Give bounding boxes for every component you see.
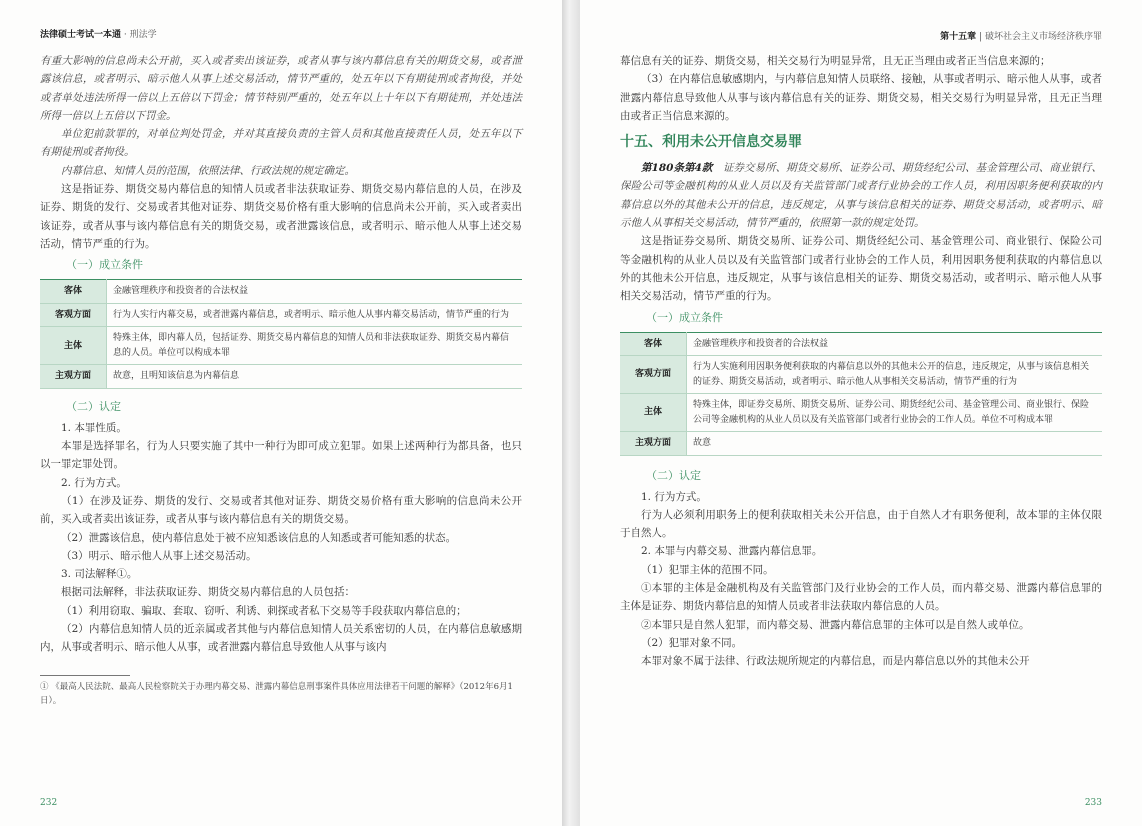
table-key: 客体 [40, 280, 107, 304]
statute-text [620, 159, 1102, 232]
table-key: 主体 [620, 394, 687, 432]
paragraph: 本罪是选择罪名，行为人只要实施了其中一种行为即可成立犯罪。如果上述两种行为都具备，也只以一罪定罪处罚。 [40, 440, 522, 471]
table-value: 特殊主体，即内幕人员，包括证券、期货交易内幕信息的知情人员和非法获取证券、期货交易内幕信息的人员。单位可以构成本罪 [107, 327, 523, 365]
page-number: 233 [1084, 798, 1102, 808]
paragraph: （1）犯罪主体的范围不同。 [641, 563, 774, 576]
paragraph: （1）在涉及证券、期货的发行、交易或者其他对证券、期货交易价格有重大影响的信息尚未公开前，买入或者卖出该证券，或者从事与该内幕信息有关的期货交易。 [40, 494, 522, 526]
table-row [620, 332, 1102, 356]
paragraph: （2）内幕信息知情人员的近亲属或者其他与内幕信息知情人员关系密切的人员，在内幕信息敏感期内，从事或者明示、暗示他人从事，或者泄露内幕信息导致他人从事与该内 [40, 623, 522, 654]
subsection-heading: （一）成立条件 [66, 258, 143, 272]
running-header [40, 28, 522, 42]
table-row [40, 327, 522, 365]
table-row [40, 365, 522, 389]
statute-text: 内幕信息、知情人员的范围，依照法律、行政法规的规定确定。 [61, 164, 355, 177]
book-gutter [562, 0, 580, 826]
paragraph: 行为人必须利用职务上的便利获取相关未公开信息，由于自然人才有职务便利，故本罪的主体仅限于自然人。 [620, 508, 1102, 540]
paragraph: 本罪对象不属于法律、行政法规所规定的内幕信息，而是内幕信息以外的其他未公开 [641, 655, 1030, 668]
elements-table [620, 332, 1102, 456]
paragraph: （1）利用窃取、骗取、套取、窃听、利诱、刺探或者私下交易等手段获取内幕信息的； [61, 604, 467, 617]
subsection-heading: （二）认定 [646, 468, 701, 482]
paragraph: 幕信息有关的证券、期货交易，相关交易行为明显异常，且无正当理由或者正当信息来源的； [620, 55, 1051, 67]
paragraph: 3. 司法解释①。 [61, 568, 138, 581]
page-number: 232 [40, 798, 58, 808]
paragraph: 1. 行为方式。 [641, 490, 707, 503]
subject-title: 刑法学 [129, 30, 157, 40]
subsection-heading: （二）认定 [66, 399, 121, 413]
article-text: 证券交易所、期货交易所、证券公司、期货经纪公司、基金管理公司、商业银行、保险公司等金融机构的从业人员以及有关监管部门或者行业协会的工作人员，利用因职务便利获取的内幕信息以外的其他未公开的信息，违反规定，从事与该信息相关的证券、期货交易活动，或者明示、暗示他人从事相关交易活动，情节严重的，依照第一款的规定处罚。 [620, 162, 1102, 230]
paragraph: ②本罪只是自然人犯罪，而内幕交易、泄露内幕信息罪的主体可以是自然人或单位。 [641, 618, 1030, 631]
table-value: 金融管理秩序和投资者的合法权益 [107, 280, 523, 304]
footnote-rule [40, 675, 130, 676]
footnote: ① 《最高人民法院、最高人民检察院关于办理内幕交易、泄露内幕信息刑事案件具体应用法律若干问题的解释》（2012年6月1日）。 [40, 681, 513, 706]
table-row [620, 394, 1102, 432]
table-row [620, 432, 1102, 456]
elements-table [40, 279, 522, 389]
table-key: 客体 [620, 332, 687, 356]
left-page [0, 0, 562, 826]
chapter-number: 第十五章 [940, 32, 977, 42]
paragraph: （3）在内幕信息敏感期内，与内幕信息知情人员联络、接触，从事或者明示、暗示他人从事，或者泄露内幕信息导致他人从事与该内幕信息有关的证券、期货交易，相关交易行为明显异常，且无正当理由或者正当信息来源的。 [620, 73, 1102, 122]
subsection-heading: （一）成立条件 [646, 310, 723, 324]
paragraph: （3）明示、暗示他人从事上述交易活动。 [61, 549, 257, 562]
table-row [40, 303, 522, 327]
paragraph: 这是指证券、期货交易内幕信息的知情人员或者非法获取证券、期货交易内幕信息的人员，在涉及证券、期货的发行、交易或者其他对证券、期货交易价格有重大影响的信息尚未公开前，买入或者卖出该证券，或者从事与该内幕信息有关的期货交易，或者泄露该信息，或者明示、暗示他人从事上述交易活动，情节严重的行为。 [40, 183, 522, 250]
article-number: 第180条第4款 [641, 162, 713, 175]
paragraph: 这是指证券交易所、期货交易所、证券公司、期货经纪公司、基金管理公司、商业银行、保险公司等金融机构的从业人员以及有关监管部门或者行业协会的工作人员，利用因职务便利获取的内幕信息以外的其他未公开信息，违反规定，从事与该信息相关的证券、期货交易活动，或者明示、暗示他人从事相关交易活动，情节严重的行为。 [620, 235, 1102, 303]
table-value: 行为人实施利用因职务便利获取的内幕信息以外的其他未公开的信息，违反规定，从事与该信息相关的证券、期货交易活动，或者明示、暗示他人从事相关交易活动，情节严重的行为 [687, 356, 1103, 394]
paragraph: 2. 本罪与内幕交易、泄露内幕信息罪。 [641, 545, 823, 558]
statute-text: 有重大影响的信息尚未公开前，买入或者卖出该证券，或者从事与该内幕信息有关的期货交易，或者泄露该信息，或者明示、暗示他人从事上述交易活动，情节严重的，处五年以下有期徒刑或者拘役，并处或者单处违法所得一倍以上五倍以下罚金；情节特别严重的，处五年以上十年以下有期徒刑，并处违法所得一倍以上五倍以下罚金。 [40, 55, 522, 122]
table-row [620, 356, 1102, 394]
running-header [620, 30, 1102, 44]
book-title: 法律硕士考试一本通 [40, 30, 122, 40]
table-value: 故意，且明知该信息为内幕信息 [107, 365, 523, 389]
table-row [40, 280, 522, 304]
paragraph: ①本罪的主体是金融机构及有关监管部门及行业协会的工作人员，而内幕交易、泄露内幕信息罪的主体是证券、期货内幕信息的知情人员或者非法获取内幕信息的人员。 [620, 582, 1102, 613]
paragraph: （2）犯罪对象不同。 [641, 636, 743, 649]
table-value: 金融管理秩序和投资者的合法权益 [687, 332, 1103, 356]
statute-text: 单位犯前款罪的，对单位判处罚金，并对其直接负责的主管人员和其他直接责任人员，处五年以下有期徒刑或者拘役。 [40, 128, 522, 159]
table-value: 故意 [687, 432, 1103, 456]
header-separator: | [979, 32, 983, 42]
paragraph: 根据司法解释，非法获取证券、期货交易内幕信息的人员包括： [61, 586, 355, 599]
paragraph: （2）泄露该信息，使内幕信息处于被不应知悉该信息的人知悉或者可能知悉的状态。 [61, 531, 457, 544]
right-page [580, 0, 1142, 826]
table-key: 客观方面 [620, 356, 687, 394]
chapter-title: 破坏社会主义市场经济秩序罪 [984, 32, 1102, 42]
table-key: 主体 [40, 327, 107, 365]
table-value: 特殊主体，即证券交易所、期货交易所、证券公司、期货经纪公司、基金管理公司、商业银行、保险公司等金融机构的从业人员以及有关监管部门或者行业协会的工作人员。单位不可构成本罪 [687, 394, 1103, 432]
table-key: 主观方面 [620, 432, 687, 456]
paragraph: 2. 行为方式。 [61, 476, 127, 489]
section-heading: 十五、利用未公开信息交易罪 [620, 134, 802, 151]
table-value: 行为人实行内幕交易，或者泄露内幕信息，或者明示、暗示他人从事内幕交易活动，情节严重的行为 [107, 303, 523, 327]
table-key: 客观方面 [40, 303, 107, 327]
paragraph: 1. 本罪性质。 [61, 421, 127, 434]
header-separator: · [123, 30, 127, 40]
table-key: 主观方面 [40, 365, 107, 389]
